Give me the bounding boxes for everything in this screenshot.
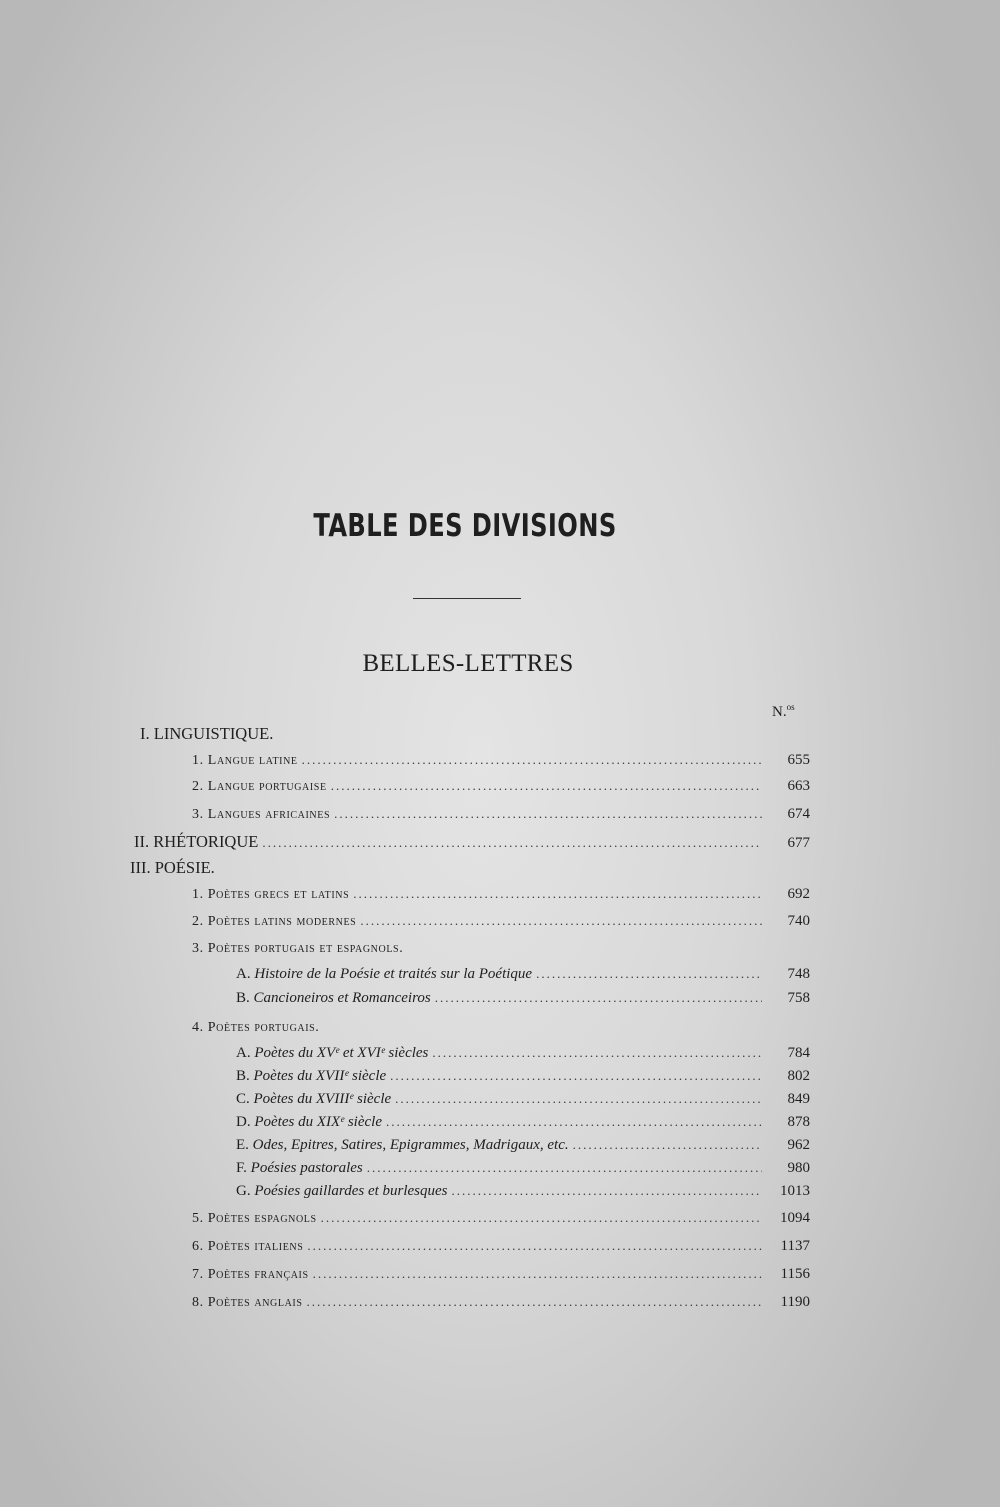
toc-heading-poetes-port-esp: 3. Poètes portugais et espagnols. [192, 941, 404, 956]
toc-entry-text: Poètes du XVᵉ et XVIᵉ siècles [254, 1045, 429, 1061]
toc-entry-label [236, 1068, 386, 1085]
toc-entry-langue-latine[interactable] [192, 752, 810, 769]
dot-leader [435, 990, 762, 1006]
toc-heading-poesie: III. POÉSIE. [130, 858, 215, 877]
toc-entry-poetes-italiens[interactable] [192, 1238, 810, 1255]
toc-entry-number: 962 [787, 1137, 810, 1153]
toc-entry-poetes-francais[interactable] [192, 1266, 810, 1283]
toc-entry-label: II. RHÉTORIQUE [134, 832, 259, 851]
dot-leader [386, 1114, 762, 1130]
toc-entry-number: 758 [787, 990, 810, 1006]
section-heading: BELLES-LETTRES [362, 650, 574, 677]
toc-entry-text: Poésies gaillardes et burlesques [254, 1183, 448, 1199]
toc-entry-letter: B. [236, 1068, 250, 1084]
dot-leader [452, 1183, 762, 1199]
toc-entry-label [236, 990, 431, 1007]
toc-entry-number: 1156 [780, 1266, 810, 1282]
dot-leader [307, 1238, 762, 1254]
toc-entry-text: Histoire de la Poésie et traités sur la Poétique [254, 966, 533, 982]
toc-entry-text: Cancioneiros et Romanceiros [253, 990, 431, 1006]
toc-entry-number: 655 [787, 752, 810, 768]
toc-entry-label [236, 1091, 391, 1108]
toc-entry-letter: B. [236, 990, 250, 1006]
dot-leader [573, 1137, 762, 1153]
toc-entry-letter: C. [236, 1091, 250, 1107]
toc-entry-text: Poètes du XVIIᵉ siècle [253, 1068, 387, 1084]
toc-heading-poetes-portugais: 4. Poètes portugais. [192, 1020, 320, 1035]
toc-entry-letter: E. [236, 1137, 249, 1153]
dot-leader [353, 886, 762, 902]
toc-entry-pastorales[interactable] [236, 1160, 810, 1177]
toc-entry-number: 849 [787, 1091, 810, 1107]
toc-entry-number: 878 [787, 1114, 810, 1130]
title-divider [413, 598, 521, 599]
toc-entry-label: 3. Langues africaines [192, 807, 331, 822]
dot-leader [334, 806, 762, 822]
toc-entry-gaillardes[interactable] [236, 1183, 810, 1200]
toc-entry-number: 980 [787, 1160, 810, 1176]
toc-entry-number: 1013 [780, 1183, 810, 1199]
toc-entry-label [236, 966, 532, 983]
toc-entry-xix[interactable] [236, 1114, 810, 1131]
column-header-sup: os [786, 702, 795, 712]
toc-entry-label: 2. Poètes latins modernes [192, 914, 357, 929]
toc-entry-text: Poésies pastorales [250, 1160, 363, 1176]
toc-entry-label: 6. Poètes italiens [192, 1239, 304, 1254]
toc-entry-number: 1094 [780, 1210, 810, 1226]
dot-leader [390, 1068, 762, 1084]
toc-entry-number: 692 [787, 886, 810, 902]
toc-entry-number: 674 [787, 806, 810, 822]
toc-entry-number: 1190 [780, 1294, 810, 1310]
toc-entry-text: Poètes du XIXᵉ siècle [254, 1114, 382, 1130]
dot-leader [360, 913, 762, 929]
toc-entry-poetes-latins-modernes[interactable] [192, 913, 810, 930]
toc-entry-label: 2. Langue portugaise [192, 779, 327, 794]
toc-entry-text: Odes, Epitres, Satires, Epigrammes, Madrigaux, etc. [252, 1137, 569, 1153]
toc-entry-letter: G. [236, 1183, 251, 1199]
toc-entry-number: 663 [787, 778, 810, 794]
toc-entry-poetes-grecs[interactable] [192, 886, 810, 903]
toc-entry-letter: A. [236, 966, 251, 982]
toc-entry-xv-xvi[interactable] [236, 1045, 810, 1062]
toc-entry-label [236, 1045, 428, 1062]
dot-leader [432, 1045, 762, 1061]
toc-entry-xvii[interactable] [236, 1068, 810, 1085]
column-header-numbers [772, 702, 795, 721]
toc-entry-label [236, 1137, 569, 1154]
dot-leader [536, 966, 762, 982]
toc-entry-label [236, 1183, 448, 1200]
toc-entry-label: 5. Poètes espagnols [192, 1211, 317, 1226]
toc-entry-text: Poètes du XVIIIᵉ siècle [253, 1091, 392, 1107]
dot-leader [367, 1160, 762, 1176]
toc-entry-number: 802 [787, 1068, 810, 1084]
toc-entry-label [236, 1160, 363, 1177]
toc-entry-number: 1137 [780, 1238, 810, 1254]
dot-leader [331, 778, 762, 794]
toc-entry-langues-africaines[interactable] [192, 806, 810, 823]
toc-entry-number: 748 [787, 966, 810, 982]
toc-entry-label [236, 1114, 382, 1131]
toc-entry-langue-portugaise[interactable] [192, 778, 810, 795]
toc-entry-label: 1. Langue latine [192, 753, 298, 768]
toc-entry-number: 784 [787, 1045, 810, 1061]
toc-entry-letter: A. [236, 1045, 251, 1061]
dot-leader [302, 752, 762, 768]
toc-entry-label: 8. Poètes anglais [192, 1295, 303, 1310]
toc-entry-letter: D. [236, 1114, 251, 1130]
toc-entry-histoire-poesie[interactable] [236, 966, 810, 983]
toc-entry-poetes-espagnols[interactable] [192, 1210, 810, 1227]
dot-leader [313, 1266, 762, 1282]
toc-entry-label: 7. Poètes français [192, 1267, 309, 1282]
toc-entry-label: 1. Poètes grecs et latins [192, 887, 350, 902]
toc-heading-linguistique: I. LINGUISTIQUE. [140, 724, 274, 743]
toc-entry-cancioneiros[interactable] [236, 990, 810, 1007]
column-header-text: N. [772, 704, 787, 720]
toc-entry-poetes-anglais[interactable] [192, 1294, 810, 1311]
toc-entry-odes[interactable] [236, 1137, 810, 1154]
toc-entry-letter: F. [236, 1160, 247, 1176]
toc-entry-number: 740 [787, 913, 810, 929]
toc-entry-xviii[interactable] [236, 1091, 810, 1108]
dot-leader [306, 1294, 762, 1310]
dot-leader [321, 1210, 762, 1226]
dot-leader [395, 1091, 762, 1107]
dot-leader [262, 835, 762, 851]
toc-entry-rhetorique[interactable] [134, 832, 810, 852]
page-title: TABLE DES DIVISIONS [313, 508, 617, 544]
toc-entry-number: 677 [787, 835, 810, 851]
